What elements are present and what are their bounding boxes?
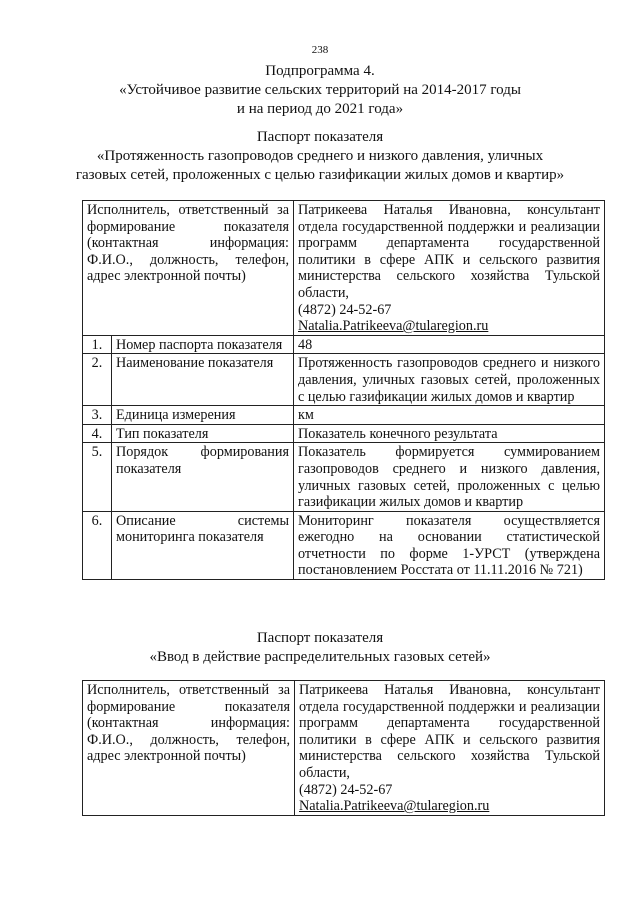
table-row bbox=[83, 681, 605, 816]
row-value: Показатель конечного результата bbox=[294, 424, 605, 443]
table-row bbox=[83, 335, 605, 354]
row-number: 3. bbox=[83, 406, 112, 425]
executor-info: Патрикеева Наталья Ивановна, консультант отдела государственной поддержки и реализации программ департамента государственной политики в сфере АПК и сельского развития министерства сельского хозяйства Тульской области, bbox=[299, 682, 600, 781]
executor-value bbox=[295, 681, 605, 816]
table-row bbox=[83, 511, 605, 579]
row-number: 1. bbox=[83, 335, 112, 354]
row-value: Протяженность газопроводов среднего и низкого давления, уличных газовых сетей, проложенных с целью газификации жилых домов и квартир bbox=[294, 354, 605, 406]
passport1-table bbox=[82, 200, 605, 580]
table-row bbox=[83, 354, 605, 406]
row-value: 48 bbox=[294, 335, 605, 354]
row-number: 4. bbox=[83, 424, 112, 443]
executor-label: Исполнитель, ответственный за формирование показателя (контактная информация: Ф.И.О., должность, телефон, адрес электронной почты) bbox=[83, 681, 295, 816]
row-value: Мониторинг показателя осуществляется ежегодно на основании статистической отчетности по форме 1-УРСТ (утверждена постановлением Росстата от 11.11.2016 № 721) bbox=[294, 511, 605, 579]
row-number: 5. bbox=[83, 443, 112, 511]
row-label: Единица измерения bbox=[112, 406, 294, 425]
page-number: 238 bbox=[311, 44, 329, 56]
subprogram-title: Подпрограмма 4. bbox=[265, 63, 375, 79]
executor-value bbox=[294, 201, 605, 336]
passport2-name: «Ввод в действие распределительных газовых сетей» bbox=[149, 649, 491, 665]
subprogram-header bbox=[0, 62, 640, 119]
row-value: км bbox=[294, 406, 605, 425]
executor-email-link[interactable]: Natalia.Patrikeeva@tularegion.ru bbox=[298, 318, 489, 335]
subprogram-name-line2: и на период до 2021 года» bbox=[236, 101, 404, 117]
passport2-header bbox=[0, 629, 640, 667]
passport1-header bbox=[0, 128, 640, 185]
executor-label: Исполнитель, ответственный за формирование показателя (контактная информация: Ф.И.О., должность, телефон, адрес электронной почты) bbox=[83, 201, 294, 336]
subprogram-name-line1: «Устойчивое развитие сельских территорий на 2014-2017 годы bbox=[119, 82, 521, 98]
table-row bbox=[83, 201, 605, 336]
executor-phone: (4872) 24-52-67 bbox=[299, 781, 393, 798]
row-number: 2. bbox=[83, 354, 112, 406]
row-label: Описание системы мониторинга показателя bbox=[112, 511, 294, 579]
executor-phone: (4872) 24-52-67 bbox=[298, 301, 392, 318]
row-value: Показатель формируется суммированием газопроводов среднего и низкого давления, уличных газовых сетей, проложенных с целью газификации жилых домов и квартир bbox=[294, 443, 605, 511]
row-label: Номер паспорта показателя bbox=[112, 335, 294, 354]
row-label: Порядок формирования показателя bbox=[112, 443, 294, 511]
passport1-name-line1: «Протяженность газопроводов среднего и низкого давления, уличных bbox=[96, 148, 544, 164]
table-row bbox=[83, 424, 605, 443]
row-label: Тип показателя bbox=[112, 424, 294, 443]
passport1-name-line2: газовых сетей, проложенных с целью газификации жилых домов и квартир» bbox=[75, 167, 565, 183]
table-row bbox=[83, 406, 605, 425]
table-row bbox=[83, 443, 605, 511]
row-number: 6. bbox=[83, 511, 112, 579]
passport2-title: Паспорт показателя bbox=[256, 630, 384, 646]
executor-info: Патрикеева Наталья Ивановна, консультант отдела государственной поддержки и реализации программ департамента государственной политики в сфере АПК и сельского развития министерства сельского хозяйства Тульской области, bbox=[298, 202, 600, 301]
executor-email-link[interactable]: Natalia.Patrikeeva@tularegion.ru bbox=[299, 798, 490, 815]
passport1-title: Паспорт показателя bbox=[256, 129, 384, 145]
passport2-table bbox=[82, 680, 605, 816]
row-label: Наименование показателя bbox=[112, 354, 294, 406]
